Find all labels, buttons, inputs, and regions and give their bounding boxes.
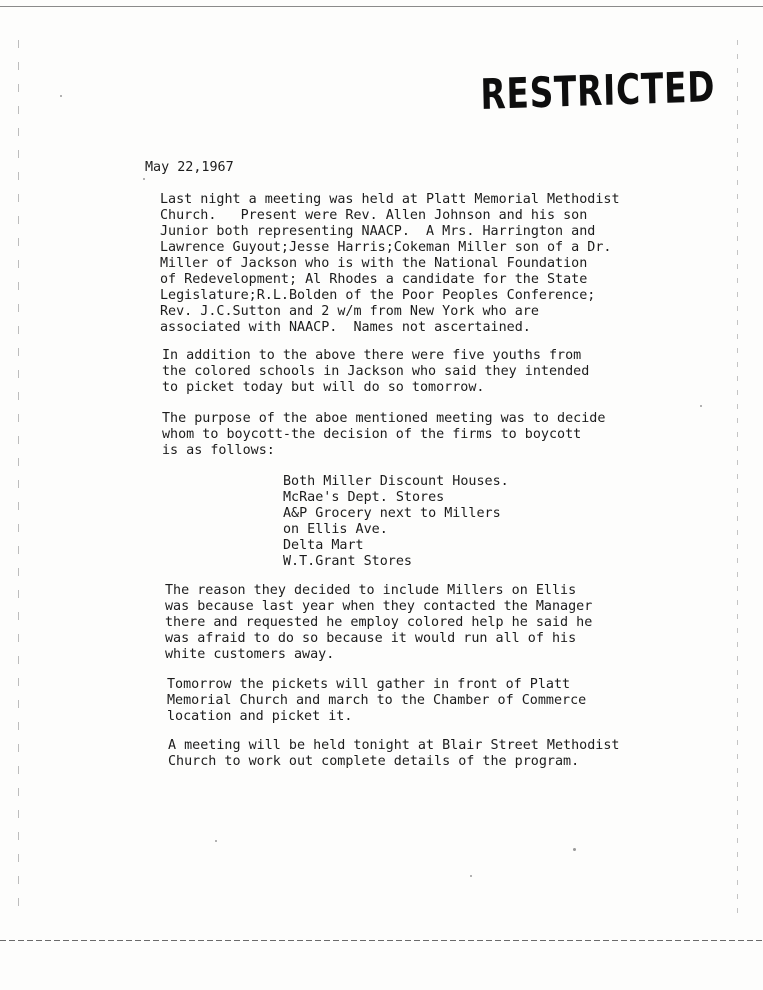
text-line: In addition to the above there were five youths from <box>162 348 582 363</box>
scan-edge-top <box>0 6 763 7</box>
paragraph-youths <box>162 348 682 396</box>
text-line: of Redevelopment; Al Rhodes a candidate for the State <box>160 272 588 287</box>
text-line: Last night a meeting was held at Platt Memorial Methodist <box>160 192 620 207</box>
list-item: W.T.Grant Stores <box>283 554 412 569</box>
text-line: A meeting will be held tonight at Blair Street Methodist <box>168 738 620 753</box>
text-line: Church. Present were Rev. Allen Johnson and his son <box>160 208 588 223</box>
text-line: Miller of Jackson who is with the National Foundation <box>160 256 588 271</box>
text-line: the colored schools in Jackson who said they intended <box>162 364 590 379</box>
scan-speck <box>143 178 145 180</box>
paragraph-reason <box>165 583 685 663</box>
text-line: The reason they decided to include Millers on Ellis <box>165 583 577 598</box>
restricted-stamp: RESTRICTED <box>480 62 716 119</box>
scan-speck <box>700 405 702 407</box>
text-line: there and requested he employ colored help he said he <box>165 615 593 630</box>
text-line: location and picket it. <box>167 709 353 724</box>
text-line: The purpose of the aboe mentioned meeting was to decide <box>162 411 606 426</box>
document-date: May 22,1967 <box>145 160 234 175</box>
text-line: Rev. J.C.Sutton and 2 w/m from New York who are <box>160 304 539 319</box>
list-item: Both Miller Discount Houses. <box>283 474 509 489</box>
scan-speck <box>470 875 472 877</box>
text-line: Legislature;R.L.Bolden of the Poor Peoples Conference; <box>160 288 596 303</box>
text-line: was afraid to do so because it would run all of his <box>165 631 577 646</box>
text-line: Lawrence Guyout;Jesse Harris;Cokeman Miller son of a Dr. <box>160 240 612 255</box>
scan-edge-left <box>18 40 19 920</box>
list-item: McRae's Dept. Stores <box>283 490 445 505</box>
scan-edge-bottom <box>0 940 763 941</box>
text-line: Junior both representing NAACP. A Mrs. Harrington and <box>160 224 596 239</box>
paragraph-pickets <box>167 677 687 725</box>
paragraph-purpose <box>162 411 682 459</box>
text-line: associated with NAACP. Names not ascertained. <box>160 320 531 335</box>
scan-edge-right <box>737 40 738 920</box>
paragraph-meeting-tonight <box>168 738 688 770</box>
list-item: on Ellis Ave. <box>283 522 388 537</box>
text-line: white customers away. <box>165 647 335 662</box>
list-item: A&P Grocery next to Millers <box>283 506 501 521</box>
scan-speck <box>60 95 62 97</box>
paragraph-attendees <box>160 192 680 336</box>
scan-speck <box>573 848 576 851</box>
text-line: Church to work out complete details of the program. <box>168 754 580 769</box>
scan-speck <box>215 840 217 842</box>
text-line: Memorial Church and march to the Chamber of Commerce <box>167 693 587 708</box>
text-line: was because last year when they contacted the Manager <box>165 599 593 614</box>
text-line: whom to boycott-the decision of the firms to boycott <box>162 427 582 442</box>
text-line: is as follows: <box>162 443 275 458</box>
text-line: to picket today but will do so tomorrow. <box>162 380 485 395</box>
boycott-list <box>283 474 509 570</box>
text-line: Tomorrow the pickets will gather in front of Platt <box>167 677 571 692</box>
list-item: Delta Mart <box>283 538 364 553</box>
